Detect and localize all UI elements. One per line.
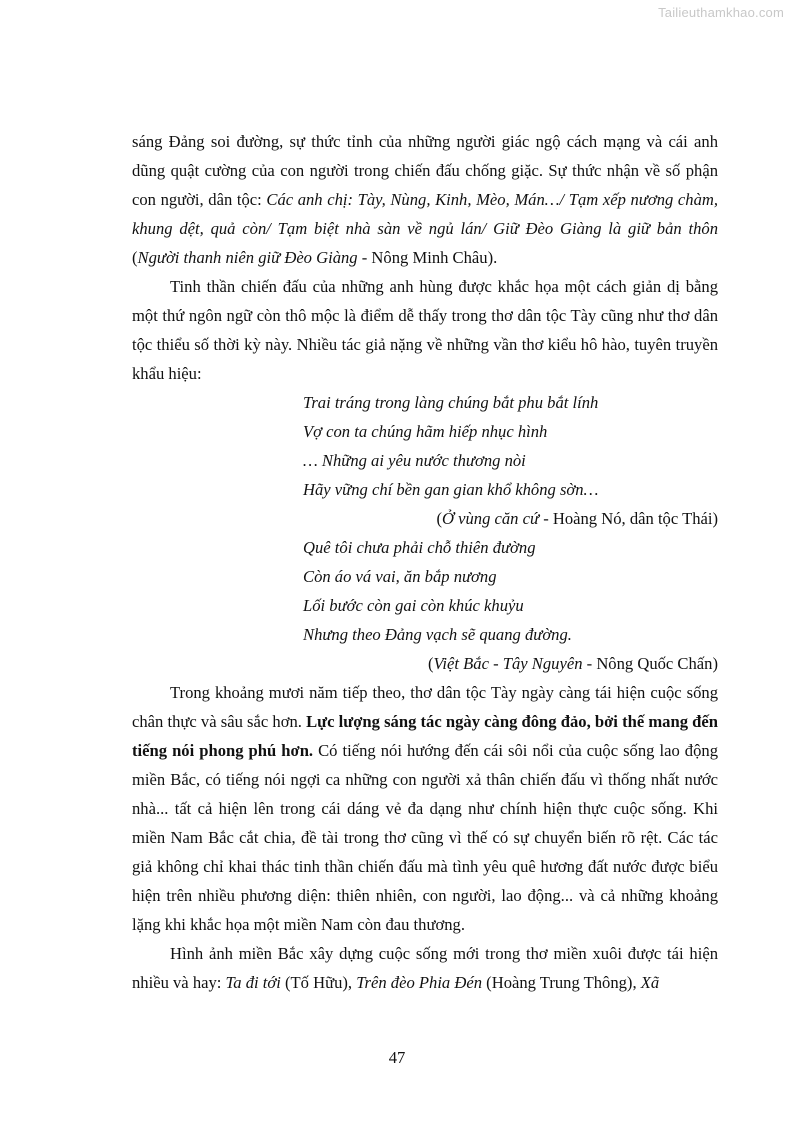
work-title: Trên đèo Phia Đén [356, 973, 483, 992]
work-title: Người thanh niên giữ Đèo Giàng [137, 248, 358, 267]
paragraph-3-text: Trong khoảng mươi năm tiếp theo, thơ dân tộc Tày ngày càng tái hiện cuộc sống chân thực và sâu sắc hơn. [132, 683, 718, 731]
poem-line: Trai tráng trong làng chúng bắt phu bắt lính [303, 393, 599, 412]
paren-open: ( [436, 509, 442, 528]
work-title: Ta đi tới [225, 973, 281, 992]
poem-line: Hãy vững chí bền gan gian khổ không sờn… [303, 480, 599, 499]
poem-citation [303, 504, 718, 533]
page-number: 47 [388, 1048, 406, 1067]
poem-line: Còn áo vá vai, ăn bắp nương [303, 567, 497, 586]
author-credit: (Hoàng Trung Thông), [482, 973, 641, 992]
paragraph-4 [132, 939, 718, 997]
poem-citation [303, 649, 718, 678]
work-title: Việt Bắc - Tây Nguyên [433, 654, 583, 673]
paragraph-3-text-cont: Có tiếng nói hướng đến cái sôi nổi của cuộc sống lao động miền Bắc, có tiếng nói ngợi ca những con người xả thân chiến đấu vì thống nhất nước nhà... tất cả hiện lên trong cái dáng vẻ đa dạng như chính hiện thực cuộc sống. Khi miền Nam Bắc cắt chia, đề tài trong thơ cũng vì thế có sự chuyển biến rõ rệt. Các tác giả không chỉ khai thác tinh thần chiến đấu mà tình yêu quê hương đất nước được biểu hiện trên nhiều phương diện: thiên nhiên, con người, lao động... và cả những khoảng lặng khi khắc họa một miền Nam còn đau thương. [132, 741, 718, 934]
author-credit: - Nông Quốc Chấn) [582, 654, 718, 673]
paren-open: ( [427, 654, 434, 673]
poem-line: Quê tôi chưa phải chỗ thiên đường [303, 538, 536, 557]
paragraph-1-text: sáng Đảng soi đường, sự thức tỉnh của những người giác ngộ cách mạng và cái anh dũng quật cường của con người trong chiến đấu chống giặc. Sự thức nhận về số phận con người, dân tộc: [132, 132, 718, 209]
poem-line: Nhưng theo Đảng vạch sẽ quang đường. [303, 625, 572, 644]
paragraph-3 [132, 678, 718, 939]
work-title: Ở vùng căn cứ [441, 509, 540, 528]
paragraph-1 [132, 127, 718, 272]
page-body [132, 127, 718, 997]
watermark: Tailieuthamkhao.com [658, 5, 784, 20]
bold-emphasis: Lực lượng sáng tác ngày càng đông đảo, bởi thế mang đến tiếng nói phong phú hơn. [132, 712, 718, 760]
work-title: Xã [640, 973, 660, 992]
poem-quote-inline: Các anh chị: Tày, Nùng, Kinh, Mèo, Mán…/ Tạm xếp nương chàm, khung dệt, quả còn/ Tạm biệt nhà sàn về ngủ lán/ Giữ Đèo Giàng là giữ bản thôn [132, 190, 719, 238]
poem-line: … Những ai yêu nước thương nòi [303, 451, 526, 470]
paragraph-2: Tinh thần chiến đấu của những anh hùng được khắc họa một cách giản dị bằng một thứ ngôn ngữ còn thô mộc là điểm dễ thấy trong thơ dân tộc Tày cũng như thơ dân tộc thiểu số thời kỳ này. Nhiều tác giả nặng về những vần thơ kiểu hô hào, tuyên truyền khẩu hiệu: [132, 277, 718, 383]
poem-line: Vợ con ta chúng hãm hiếp nhục hình [303, 422, 548, 441]
paragraph-4-text: Hình ảnh miền Bắc xây dựng cuộc sống mới trong thơ miền xuôi được tái hiện nhiều và hay: [132, 944, 718, 992]
author-credit: - Hoàng Nó, dân tộc Thái) [539, 509, 718, 528]
poem-block-1 [303, 388, 718, 533]
author-credit: (Tố Hữu), [280, 973, 357, 992]
poem-block-2 [303, 533, 718, 678]
paren-open: ( [132, 248, 138, 267]
author-credit: - Nông Minh Châu). [357, 248, 498, 267]
poem-line: Lối bước còn gai còn khúc khuỷu [303, 596, 524, 615]
